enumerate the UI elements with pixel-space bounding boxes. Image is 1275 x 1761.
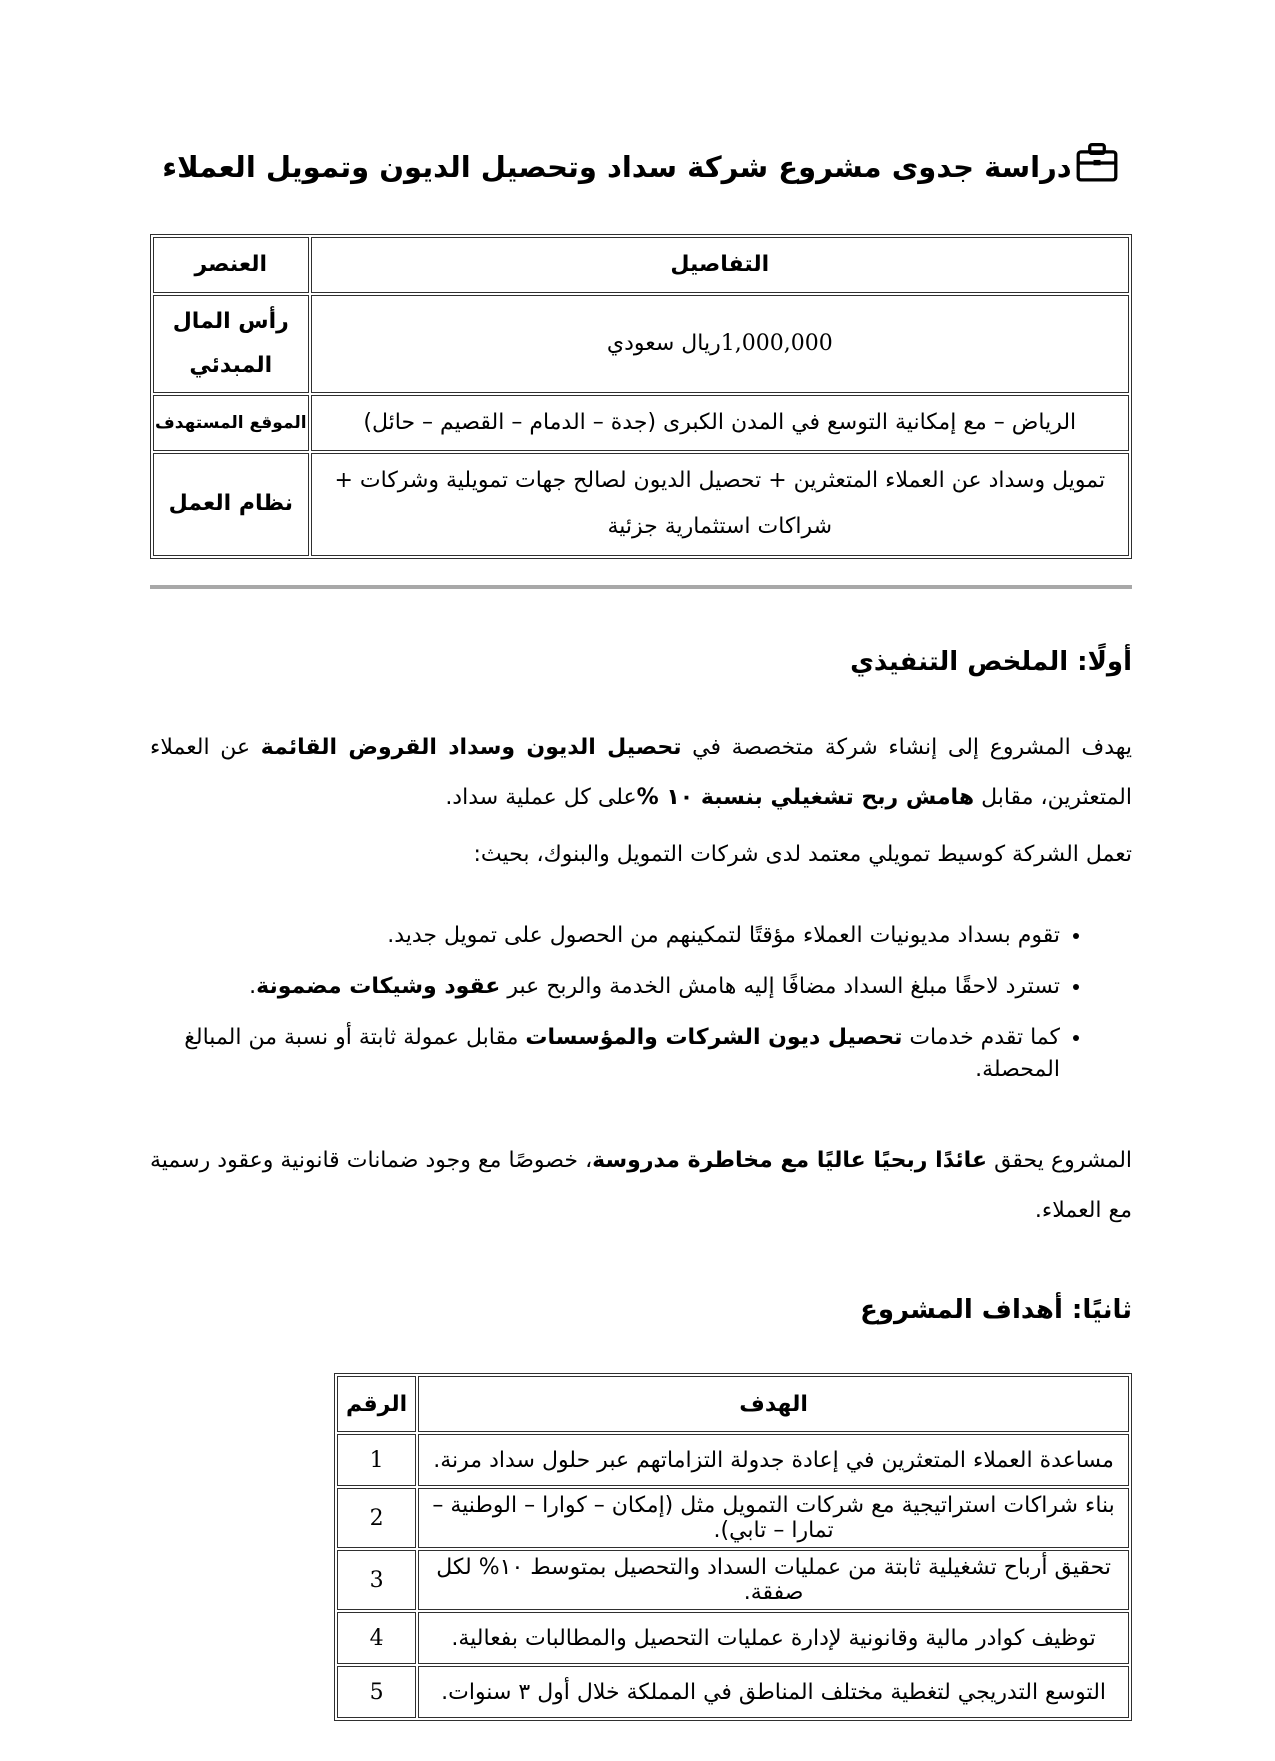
- goal-number: 1: [337, 1434, 416, 1486]
- info-table-header-row: [153, 237, 1129, 293]
- list-item: • كما تقدم خدمات تحصيل ديون الشركات والمؤسسات مقابل عمولة ثابتة أو نسبة من المبالغ المحصلة.: [150, 1022, 1060, 1086]
- table-row: [337, 1434, 1129, 1486]
- info-location-element: الموقع المستهدف: [153, 395, 309, 451]
- list-item: • تقوم بسداد مديونيات العملاء مؤقتًا لتمكينهم من الحصول على تمويل جديد.: [150, 920, 1060, 952]
- goal-text: مساعدة العملاء المتعثرين في إعادة جدولة التزاماتهم عبر حلول سداد مرنة.: [418, 1434, 1129, 1486]
- table-row: [337, 1550, 1129, 1610]
- info-header-details: التفاصيل: [311, 237, 1129, 293]
- executive-summary-heading: أولًا: الملخص التنفيذي: [850, 646, 1132, 677]
- table-row: [337, 1488, 1129, 1548]
- goal-number: 3: [337, 1550, 416, 1610]
- table-row: [337, 1612, 1129, 1664]
- goal-number: 5: [337, 1666, 416, 1718]
- section-divider: [150, 585, 1132, 589]
- info-capital-element: رأس المال المبدئي: [153, 295, 309, 393]
- goals-table-header-row: [337, 1376, 1129, 1432]
- info-system-element: نظام العمل: [153, 453, 309, 555]
- goals-header-number: الرقم: [337, 1376, 416, 1432]
- table-row: [153, 295, 1129, 393]
- table-row: [337, 1666, 1129, 1718]
- page-title-text: دراسة جدوى مشروع شركة سداد وتحصيل الديون وتمويل العملاء: [162, 150, 1072, 184]
- info-capital-details: 1,000,000ريال سعودي: [311, 295, 1129, 393]
- briefcase-icon: [1074, 140, 1120, 186]
- table-row: [153, 395, 1129, 451]
- executive-summary-intro: يهدف المشروع إلى إنشاء شركة متخصصة في تحصيل الديون وسداد القروض القائمة عن العملاء المتعثرين، مقابل هامش ربح تشغيلي بنسبة ١٠ %على كل عملية سداد.: [150, 734, 1133, 811]
- info-location-details: الرياض – مع إمكانية التوسع في المدن الكبرى (جدة – الدمام – القصيم – حائل): [311, 395, 1129, 451]
- company-role-line: تعمل الشركة كوسيط تمويلي معتمد لدى شركات التمويل والبنوك، بحيث:: [473, 841, 1132, 867]
- info-table: [150, 234, 1132, 559]
- info-system-details: تمويل وسداد عن العملاء المتعثرين + تحصيل الديون لصالح جهات تمويلية وشركات + شراكات استثمارية جزئية: [311, 453, 1129, 555]
- goal-number: 2: [337, 1488, 416, 1548]
- list-item: • تسترد لاحقًا مبلغ السداد مضافًا إليه هامش الخدمة والربح عبر عقود وشيكات مضمونة.: [150, 971, 1060, 1003]
- executive-summary-conclusion: المشروع يحقق عائدًا ربحيًا عاليًا مع مخاطرة مدروسة، خصوصًا مع وجود ضمانات قانونية وعقود رسمية مع العملاء.: [150, 1147, 1133, 1224]
- goals-heading: ثانيًا: أهداف المشروع: [860, 1295, 1132, 1326]
- goals-table: [334, 1373, 1132, 1721]
- goals-header-goal: الهدف: [418, 1376, 1129, 1432]
- goal-text: بناء شراكات استراتيجية مع شركات التمويل مثل (إمكان – كوارا – الوطنية – تمارا – تابي).: [418, 1488, 1129, 1548]
- goal-text: تحقيق أرباح تشغيلية ثابتة من عمليات السداد والتحصيل بمتوسط ١٠% لكل صفقة.: [418, 1550, 1129, 1610]
- info-header-element: العنصر: [153, 237, 309, 293]
- goal-number: 4: [337, 1612, 416, 1664]
- goal-text: التوسع التدريجي لتغطية مختلف المناطق في المملكة خلال أول ٣ سنوات.: [418, 1666, 1129, 1718]
- page-title: [150, 140, 1132, 190]
- goal-text: توظيف كوادر مالية وقانونية لإدارة عمليات التحصيل والمطالبات بفعالية.: [418, 1612, 1129, 1664]
- executive-summary-bullets: [150, 920, 1132, 1086]
- table-row: [153, 453, 1129, 555]
